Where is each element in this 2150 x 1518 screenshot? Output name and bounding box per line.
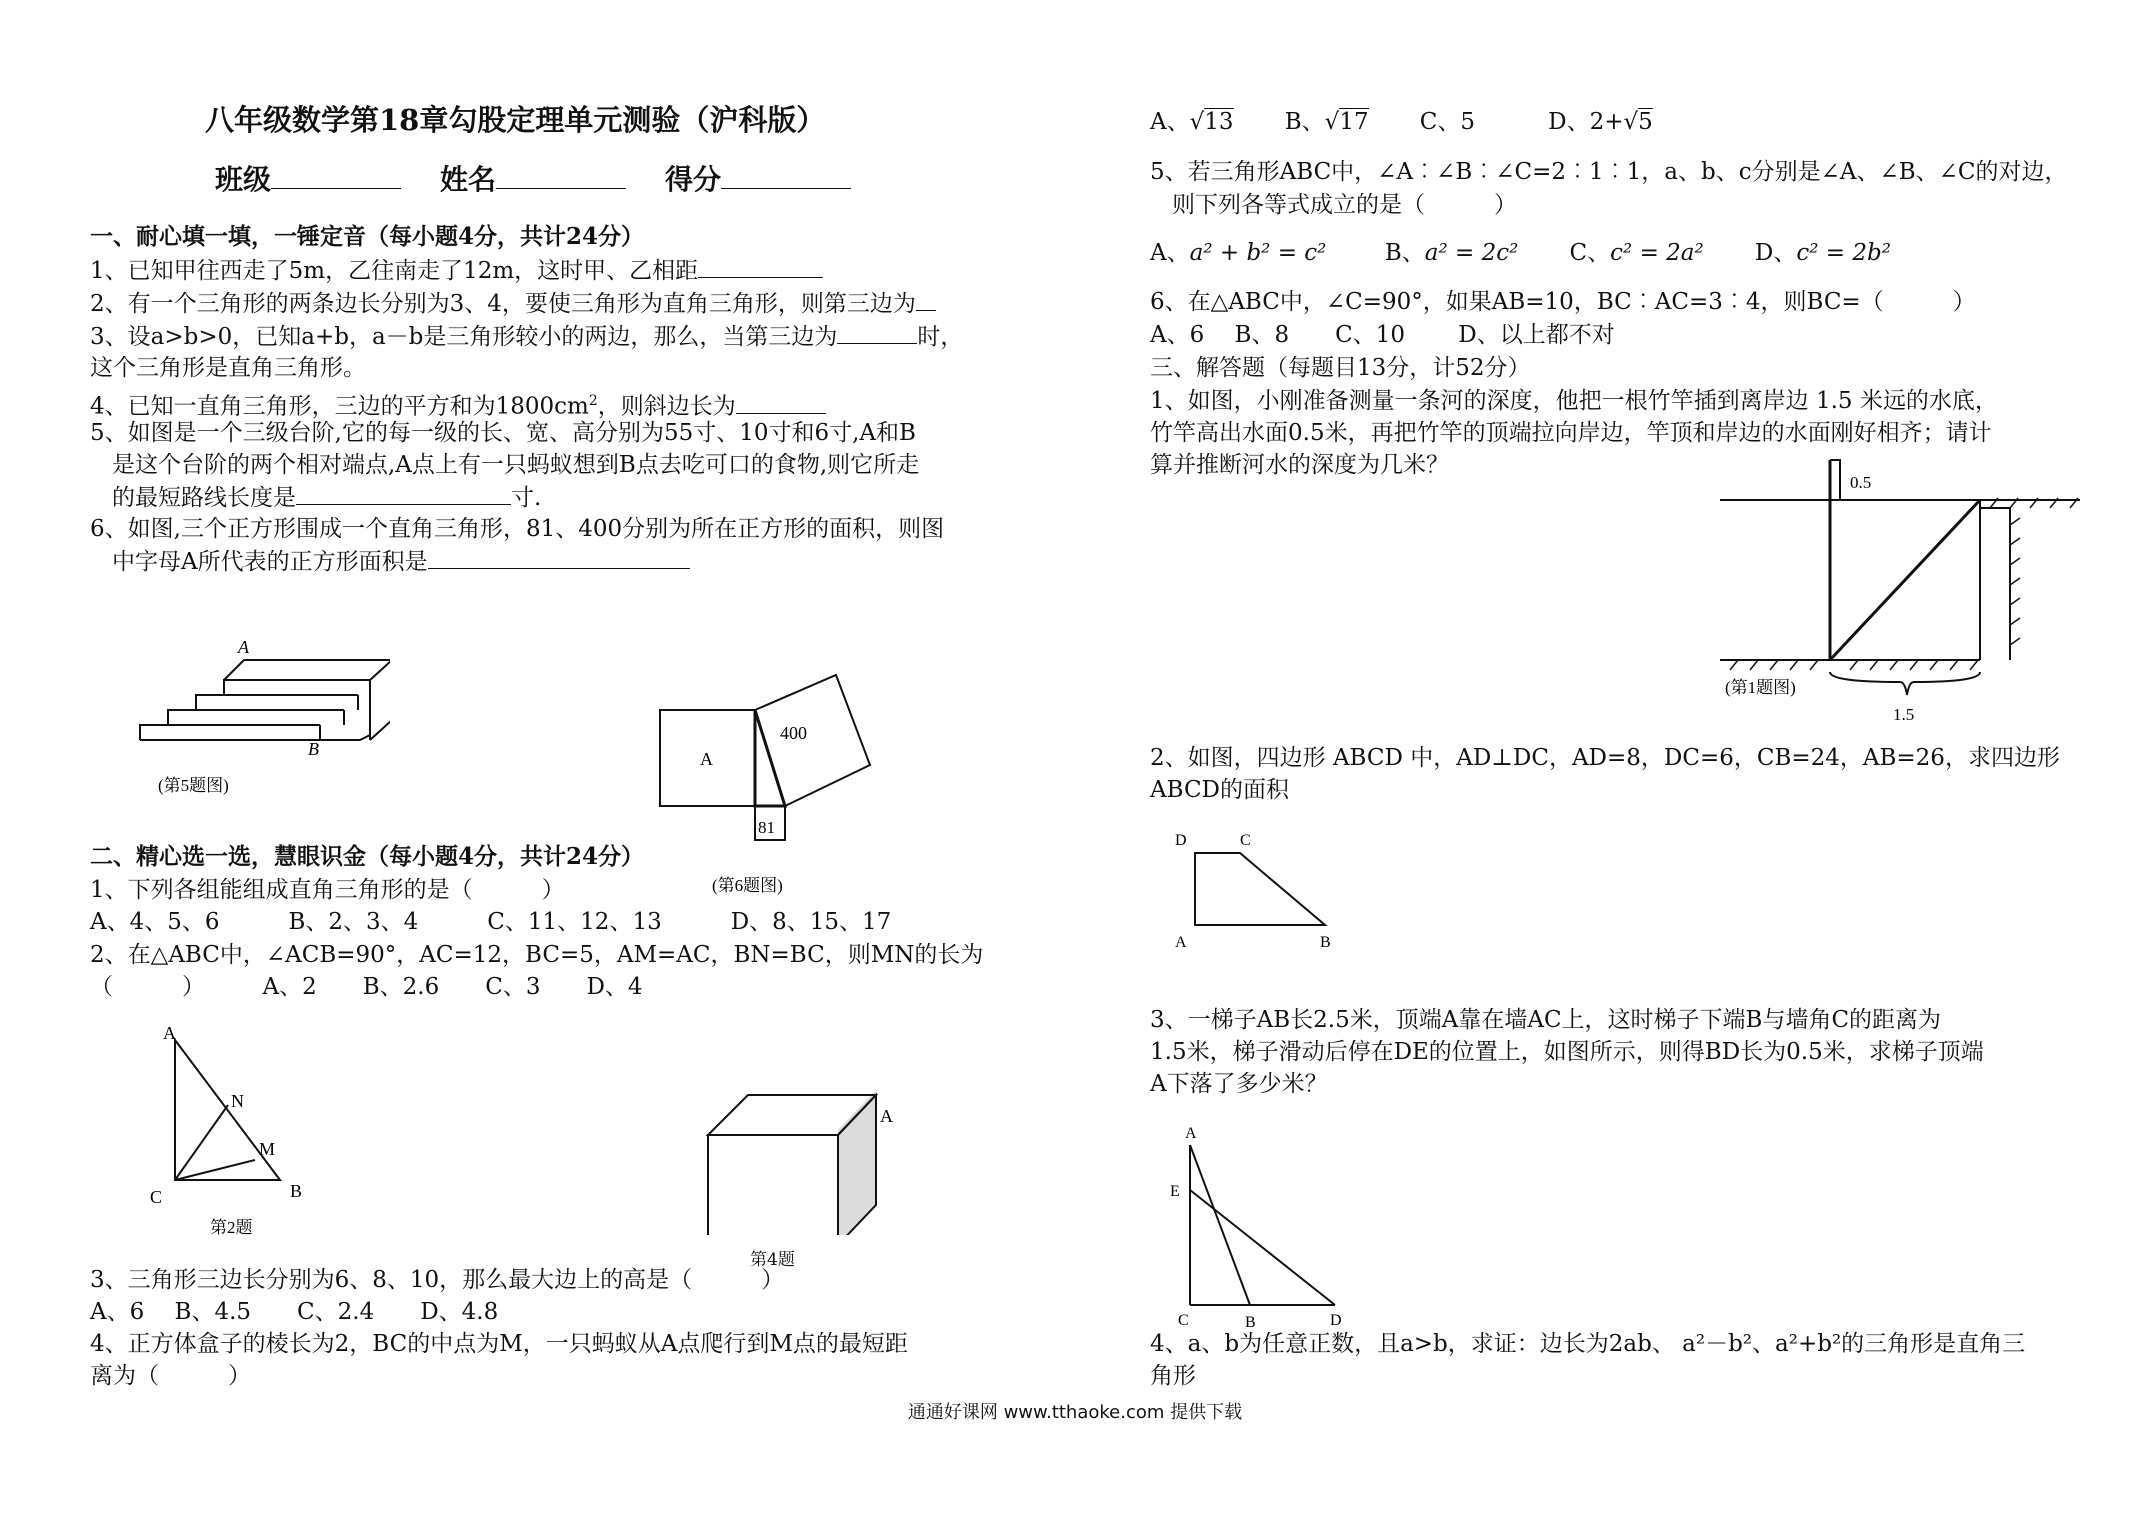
- stairs-figure: [130, 625, 390, 805]
- section2-heading: 二、精心选一选，慧眼识金（每小题4分，共计24分）: [90, 843, 645, 870]
- q4-option-c: C、5: [1419, 109, 1476, 135]
- ladder-label-b: B: [1245, 1314, 1256, 1330]
- s2-q5-options: [1150, 238, 1891, 268]
- q5-option-b: a² = 2c²: [1424, 240, 1519, 266]
- s1-q3-text: 3、设a>b>0，已知a+b，a－b是三角形较小的两边，那么，当第三边为: [90, 324, 838, 350]
- s1-q6-blank[interactable]: [428, 546, 690, 569]
- s1-q2: [90, 288, 936, 319]
- s2-q4-cont: 离为（ ）: [90, 1363, 251, 1389]
- s1-q4-text: 4、已知一直角三角形，三边的平方和为1800cm: [90, 393, 589, 420]
- quadrilateral-figure: [1170, 825, 1340, 955]
- s3-q4: 4、a、b为任意正数，且a>b，求证：边长为2ab、 a²－b²、a²+b²的三角形是直角三: [1150, 1331, 2026, 1357]
- s3-q1-cont1: 竹竿高出水面0.5米，再把竹竿的顶端拉向岸边，竿顶和岸边的水面刚好相齐；请计: [1150, 420, 1992, 446]
- s1-q6-cont: [112, 546, 690, 577]
- fig2-label-n: N: [231, 1091, 244, 1111]
- s1-q4-text2: ，则斜边长为: [597, 393, 736, 420]
- fig5-label-a: A: [238, 637, 249, 657]
- s3-q1: 1、如图，小刚准备测量一条河的深度，他把一根竹竿插到离岸边 1.5 米远的水底，: [1150, 388, 1998, 414]
- s2-q5: 5、若三角形ABC中，∠A︰∠B︰∠C=2︰1︰1，a、b、c分别是∠A、∠B、∠C的对边，: [1150, 159, 2068, 185]
- s1-q3: [90, 321, 963, 352]
- quad-label-a: A: [1175, 934, 1187, 951]
- squares-figure: [650, 665, 990, 915]
- q5-option-c: c² = 2a²: [1610, 240, 1704, 266]
- q4-option-d-radicand: 5: [1638, 109, 1653, 135]
- s3-q1-cont2: 算并推断河水的深度为几米？: [1150, 452, 1449, 478]
- s3-q2-cont: ABCD的面积: [1150, 777, 1289, 803]
- s1-q1-blank[interactable]: [698, 255, 823, 278]
- fig5-label-b: B: [308, 739, 319, 759]
- s1-q3-cont: 这个三角形是直角三角形。: [90, 355, 366, 381]
- s3-q3-cont1: 1.5米，梯子滑动后停在DE的位置上，如图所示，则得BD长为0.5米，求梯子顶端: [1150, 1039, 1984, 1065]
- page-title: 八年级数学第18章勾股定理单元测验（沪科版）: [205, 103, 826, 137]
- q5-option-c-label: C、: [1569, 240, 1611, 266]
- cube-figure: [680, 1000, 920, 1235]
- ladder-label-e: E: [1170, 1183, 1180, 1200]
- fig6-label-400: 400: [780, 723, 807, 743]
- s1-q3-text2: 时，: [917, 324, 964, 350]
- s2-q4-options: [1150, 107, 1653, 137]
- s1-q5-unit: 寸.: [511, 485, 542, 511]
- q4-option-b-label: B、: [1284, 109, 1325, 135]
- s1-q2-text: 2、有一个三角形的两条边长分别为3、4，要使三角形为直角三角形，则第三边为: [90, 291, 916, 317]
- s2-q1-options: A、4、5、6 B、2、3、4 C、11、12、13 D、8、15、17: [90, 909, 892, 935]
- sqrt-symbol: √: [1189, 109, 1205, 135]
- s2-q3-options: A、6 B、4.5 C、2.4 D、4.8: [90, 1299, 499, 1325]
- river-label-top: 0.5: [1850, 473, 1872, 492]
- fig2-label-b: B: [290, 1181, 303, 1201]
- q5-option-a: a² + b² = c²: [1189, 240, 1327, 266]
- river-label-bottom: 1.5: [1893, 705, 1915, 724]
- fig2-label-m: M: [259, 1139, 276, 1159]
- fig2-label-c: C: [150, 1187, 163, 1207]
- q5-option-d: c² = 2b²: [1796, 240, 1891, 266]
- quad-label-d: D: [1175, 832, 1187, 849]
- s3-q2: 2、如图，四边形 ABCD 中，AD⊥DC，AD=8，DC=6，CB=24，AB=26，求四边形: [1150, 745, 2060, 771]
- section3-heading: 三、解答题（每题目13分，计52分）: [1150, 355, 1531, 381]
- q4-option-a-radicand: 13: [1204, 109, 1234, 135]
- student-info-line: [215, 165, 851, 195]
- s1-q4-sup: 2: [588, 393, 598, 409]
- triangle-figure-q2: [135, 1025, 335, 1235]
- footer-credit: 通通好课网 www.tthaoke.com 提供下载: [907, 1402, 1243, 1423]
- fig4-caption: 第4题: [750, 1250, 795, 1270]
- quad-label-b: B: [1320, 934, 1331, 951]
- s1-q5-text: 的最短路线长度是: [112, 485, 296, 511]
- s2-q6: 6、在△ABC中，∠C=90°，如果AB=10，BC︰AC=3︰4，则BC=（ ）: [1150, 289, 1976, 315]
- s1-q4: [90, 386, 826, 422]
- s3-q3: 3、一梯子AB长2.5米，顶端A靠在墙AC上，这时梯子下端B与墙角C的距离为: [1150, 1007, 1942, 1033]
- quad-label-c: C: [1240, 832, 1251, 849]
- river-caption: (第1题图): [1725, 678, 1796, 697]
- ladder-figure: [1170, 1120, 1360, 1330]
- fig6-caption: (第6题图): [712, 876, 783, 895]
- s1-q4-blank[interactable]: [736, 391, 826, 414]
- s3-q4-cont: 角形: [1150, 1363, 1196, 1389]
- name-label: 姓名: [440, 163, 497, 196]
- section1-heading: 一、耐心填一填，一锤定音（每小题4分，共计24分）: [90, 223, 645, 250]
- fig2-label-a: A: [163, 1025, 176, 1043]
- s3-q3-cont2: A下落了多少米？: [1150, 1071, 1328, 1097]
- class-blank[interactable]: [271, 166, 401, 189]
- fig2-caption: 第2题: [210, 1218, 253, 1235]
- s1-q6-text: 中字母A所代表的正方形面积是: [112, 549, 428, 575]
- fig4-label-a: A: [880, 1106, 893, 1126]
- s1-q5-cont2: [112, 482, 541, 513]
- river-depth-figure: [1710, 450, 2090, 750]
- sqrt-symbol: √: [1324, 109, 1340, 135]
- s1-q2-blank[interactable]: [916, 288, 936, 311]
- sqrt-symbol: √: [1623, 109, 1639, 135]
- score-label: 得分: [665, 163, 722, 196]
- ladder-label-c: C: [1178, 1312, 1189, 1329]
- q4-option-a-label: A、: [1150, 109, 1190, 135]
- s2-q5-cont: 则下列各等式成立的是（ ）: [1172, 192, 1517, 218]
- q4-option-d-label: D、2+: [1548, 109, 1624, 135]
- class-label: 班级: [215, 163, 272, 196]
- ladder-label-a: A: [1185, 1125, 1197, 1142]
- s1-q3-blank[interactable]: [837, 321, 917, 344]
- score-blank[interactable]: [721, 166, 851, 189]
- q4-option-b-radicand: 17: [1339, 109, 1369, 135]
- s2-q6-options: A、6 B、8 C、10 D、以上都不对: [1150, 322, 1615, 348]
- fig5-caption: (第5题图): [158, 776, 229, 795]
- s2-q1: 1、下列各组能组成直角三角形的是（ ）: [90, 877, 565, 903]
- s2-q2-options: （ ） A、2 B、2.6 C、3 D、4: [90, 974, 643, 1000]
- q5-option-a-label: A、: [1150, 240, 1190, 266]
- s2-q3: 3、三角形三边长分别为6、8、10，那么最大边上的高是（ ）: [90, 1267, 785, 1293]
- name-blank[interactable]: [496, 166, 626, 189]
- fig6-label-81: 81: [758, 818, 775, 837]
- s2-q4: 4、正方体盒子的棱长为2，BC的中点为M，一只蚂蚁从A点爬行到M点的最短距: [90, 1331, 908, 1357]
- s1-q5: 5、如图是一个三级台阶,它的每一级的长、宽、高分别为55寸、10寸和6寸,A和B: [90, 420, 916, 446]
- s2-q2: 2、在△ABC中，∠ACB=90°，AC=12，BC=5，AM=AC，BN=BC，则MN的长为: [90, 942, 984, 968]
- s1-q5-cont1: 是这个台阶的两个相对端点,A点上有一只蚂蚁想到B点去吃可口的食物,则它所走: [112, 452, 920, 478]
- s1-q1: [90, 255, 823, 286]
- q5-option-b-label: B、: [1384, 240, 1425, 266]
- ladder-label-d: D: [1330, 1312, 1342, 1329]
- fig6-label-a: A: [700, 749, 713, 769]
- s1-q6: 6、如图,三个正方形围成一个直角三角形，81、400分别为所在正方形的面积，则图: [90, 516, 945, 542]
- s1-q1-text: 1、已知甲往西走了5m，乙往南走了12m，这时甲、乙相距: [90, 258, 699, 284]
- s1-q5-blank[interactable]: [296, 482, 511, 505]
- q5-option-d-label: D、: [1754, 240, 1797, 266]
